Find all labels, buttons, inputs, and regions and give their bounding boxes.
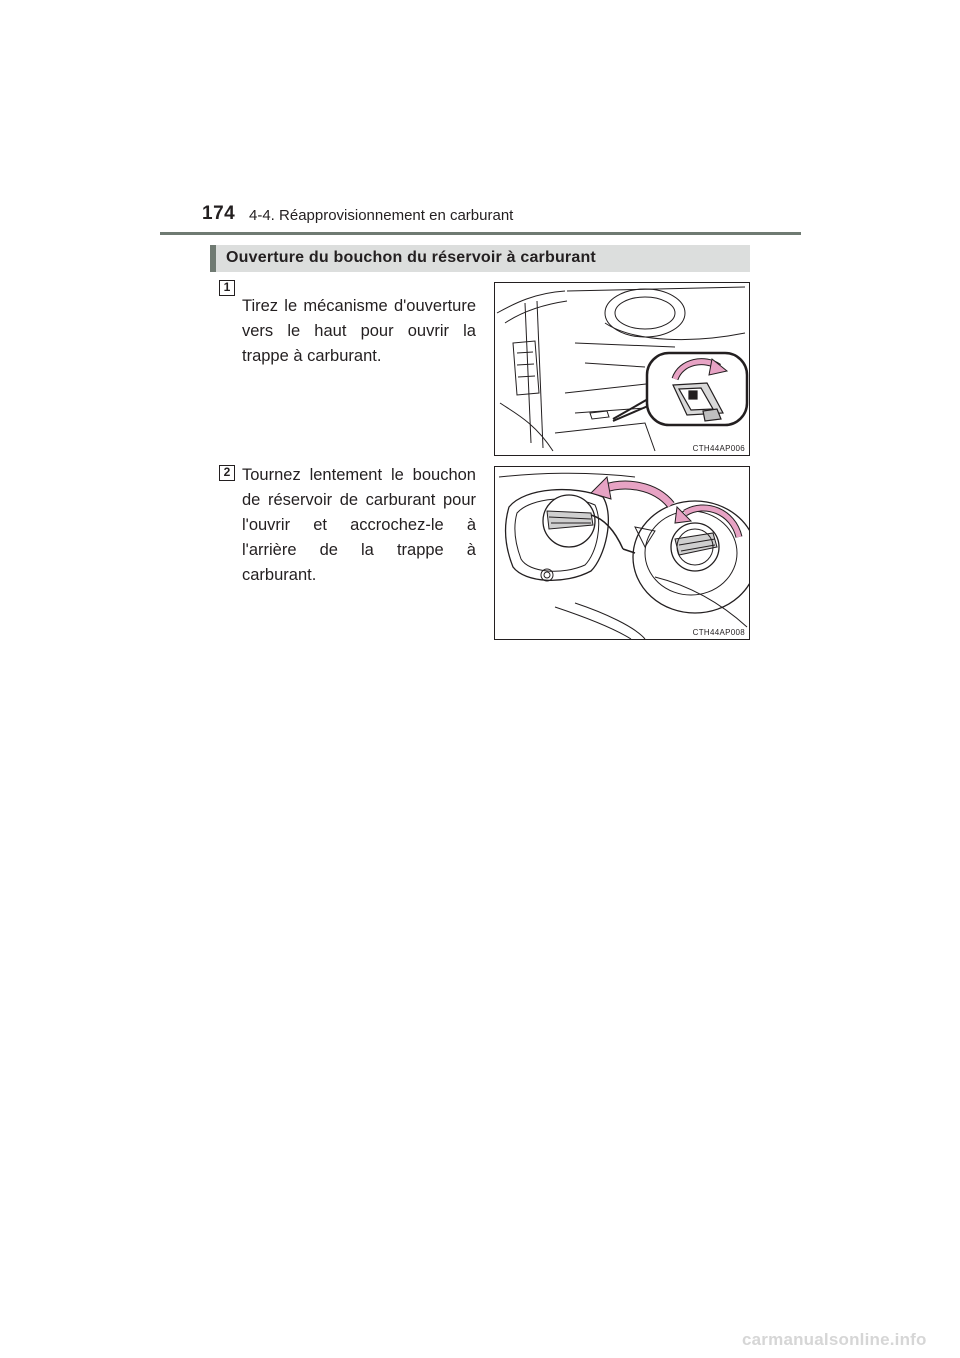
- page-number: 174: [202, 203, 236, 224]
- figure-fuel-cap: [494, 466, 750, 640]
- step-2-number: 2: [219, 465, 235, 481]
- figure-code: CTH44AP008: [692, 628, 745, 637]
- section-title: Ouverture du bouchon du réservoir à carburant: [226, 249, 596, 266]
- watermark: carmanualsonline.info: [742, 1330, 927, 1349]
- header-rule: [160, 232, 801, 235]
- section-heading: [210, 245, 750, 272]
- step-1-text: Tirez le mécanisme d'ouverture vers le haut pour ouvrir la trappe à carburant.: [242, 297, 476, 365]
- figure-code: CTH44AP006: [692, 444, 745, 453]
- fuel-cap-illustration: [495, 467, 749, 639]
- fuel-door-lever-illustration: [495, 283, 749, 455]
- section-accent: [210, 245, 216, 272]
- chapter-title: 4-4. Réapprovisionnement en carburant: [249, 207, 514, 224]
- step-2-text: Tournez lentement le bouchon de réservoir de carburant pour l'ouvrir et accrochez-le à l'arrière de la trappe à carburant.: [242, 466, 476, 584]
- step-1-number: 1: [219, 280, 235, 296]
- figure-fuel-door-lever: [494, 282, 750, 456]
